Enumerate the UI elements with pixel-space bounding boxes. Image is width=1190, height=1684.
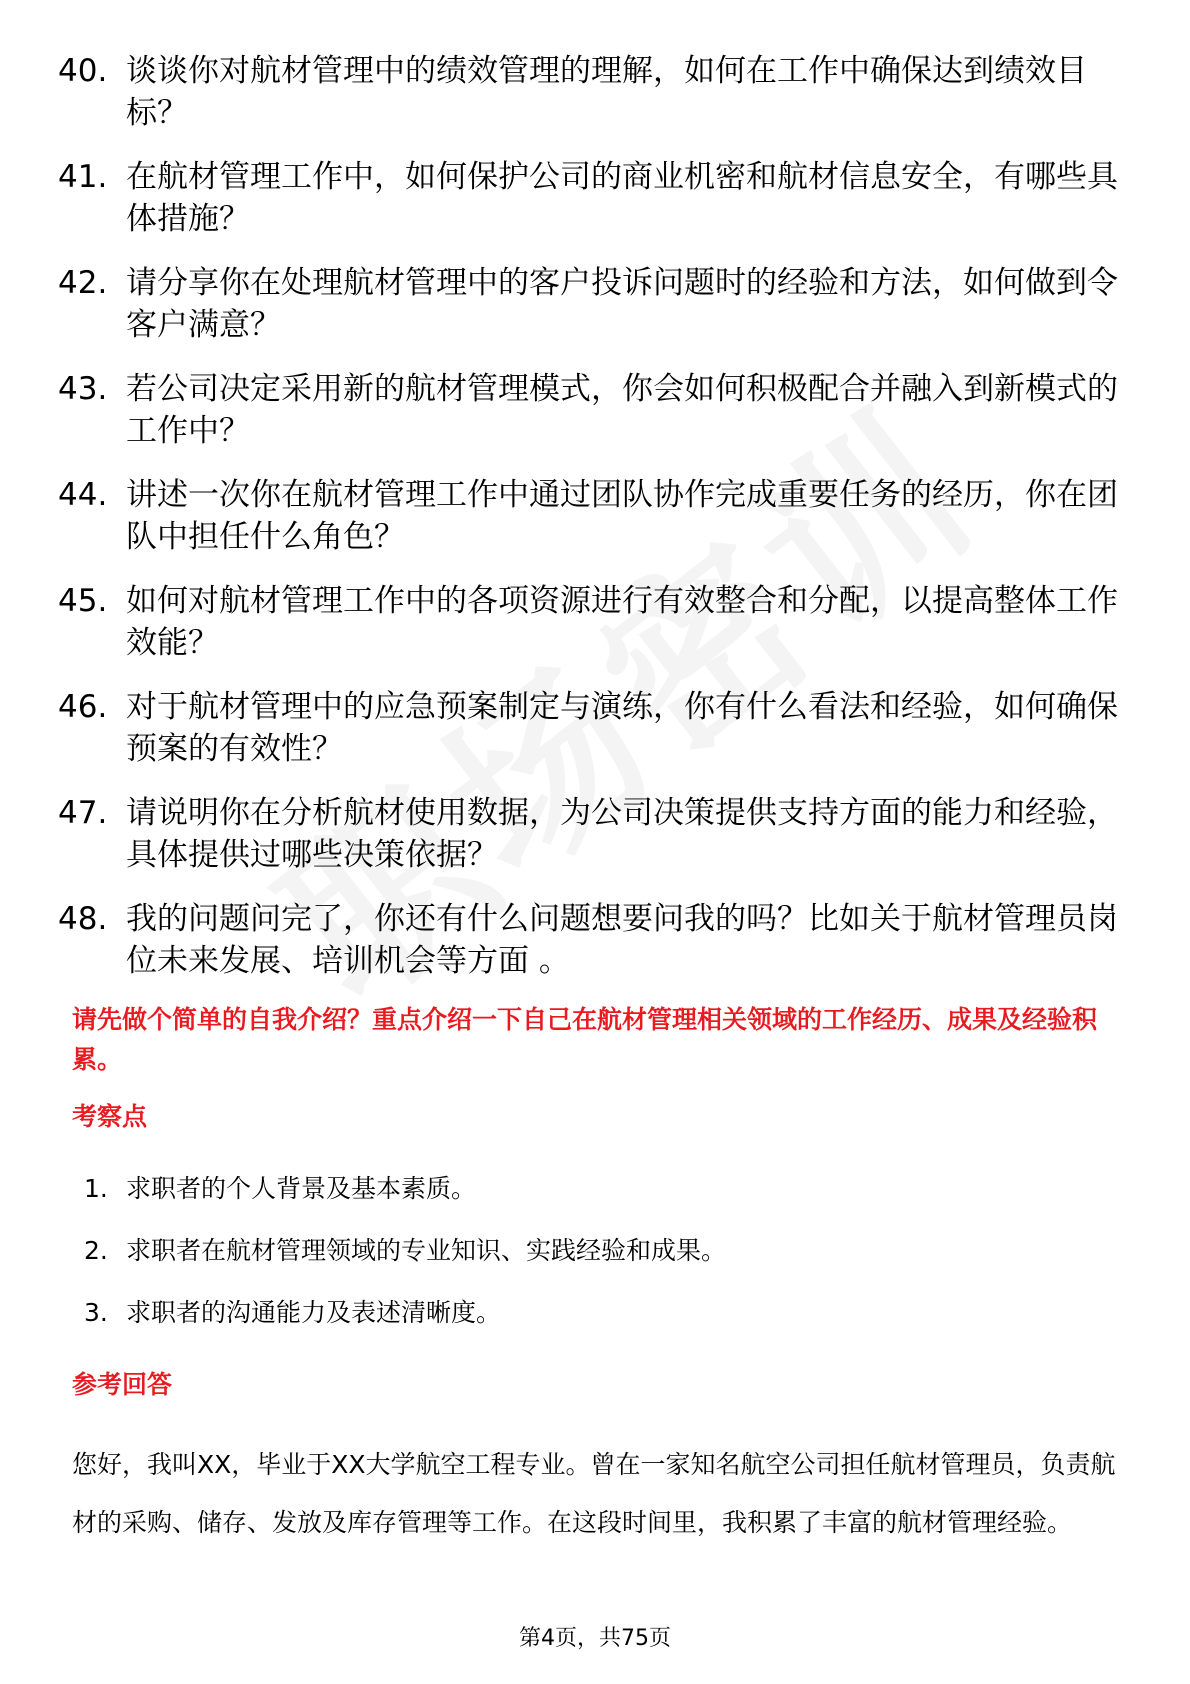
question-number: 42. [58,265,108,301]
question-number: 45. [58,583,108,619]
question-number: 48. [58,901,108,937]
question-text: 我的问题问完了，你还有什么问题想要问我的吗？比如关于航材管理员岗位未来发展、培训机会等方面 。 [126,901,1118,979]
question-text: 如何对航材管理工作中的各项资源进行有效整合和分配，以提高整体工作效能？ [126,583,1118,661]
evaluation-points-heading: 考察点 [72,1102,148,1131]
list-item [58,368,1128,452]
list-item [58,580,1128,664]
question-text: 对于航材管理中的应急预案制定与演练，你有什么看法和经验，如何确保预案的有效性？ [126,689,1118,767]
reference-answer-text: 您好，我叫XX，毕业于XX大学航空工程专业。曾在一家知名航空公司担任航材管理员，负责航材的采购、储存、发放及库存管理等工作。在这段时间里，我积累了丰富的航材管理经验。 [72,1450,1116,1537]
question-list [58,50,1128,1004]
list-item [84,1172,1084,1206]
question-number: 41. [58,159,108,195]
question-number: 44. [58,477,108,513]
list-item [84,1296,1084,1330]
question-text: 请说明你在分析航材使用数据，为公司决策提供支持方面的能力和经验，具体提供过哪些决策依据？ [126,795,1118,873]
list-item [58,474,1128,558]
evaluation-points-list [84,1172,1084,1358]
list-item [58,898,1128,982]
point-text: 求职者的沟通能力及表述清晰度。 [126,1298,502,1327]
list-item [58,792,1128,876]
point-number: 2. [84,1236,108,1265]
question-text: 请分享你在处理航材管理中的客户投诉问题时的经验和方法，如何做到令客户满意？ [126,265,1118,343]
point-text: 求职者的个人背景及基本素质。 [126,1174,477,1203]
list-item [84,1234,1084,1268]
question-text: 在航材管理工作中，如何保护公司的商业机密和航材信息安全，有哪些具体措施？ [126,159,1118,237]
question-number: 47. [58,795,108,831]
question-number: 40. [58,53,108,89]
point-number: 3. [84,1298,108,1327]
list-item [58,156,1128,240]
list-item [58,686,1128,770]
section-question: 请先做个简单的自我介绍？重点介绍一下自己在航材管理相关领域的工作经历、成果及经验积累。 [72,1005,1098,1074]
reference-answer-heading: 参考回答 [72,1370,173,1399]
question-text: 讲述一次你在航材管理工作中通过团队协作完成重要任务的经历，你在团队中担任什么角色？ [126,477,1118,555]
list-item [58,262,1128,346]
question-text: 若公司决定采用新的航材管理模式，你会如何积极配合并融入到新模式的工作中？ [126,371,1118,449]
point-text: 求职者在航材管理领域的专业知识、实践经验和成果。 [126,1236,727,1265]
page-footer: 第4页，共75页 [519,1626,671,1651]
question-number: 46. [58,689,108,725]
question-text: 谈谈你对航材管理中的绩效管理的理解，如何在工作中确保达到绩效目标？ [126,53,1087,131]
list-item [58,50,1128,134]
point-number: 1. [84,1174,108,1203]
question-number: 43. [58,371,108,407]
